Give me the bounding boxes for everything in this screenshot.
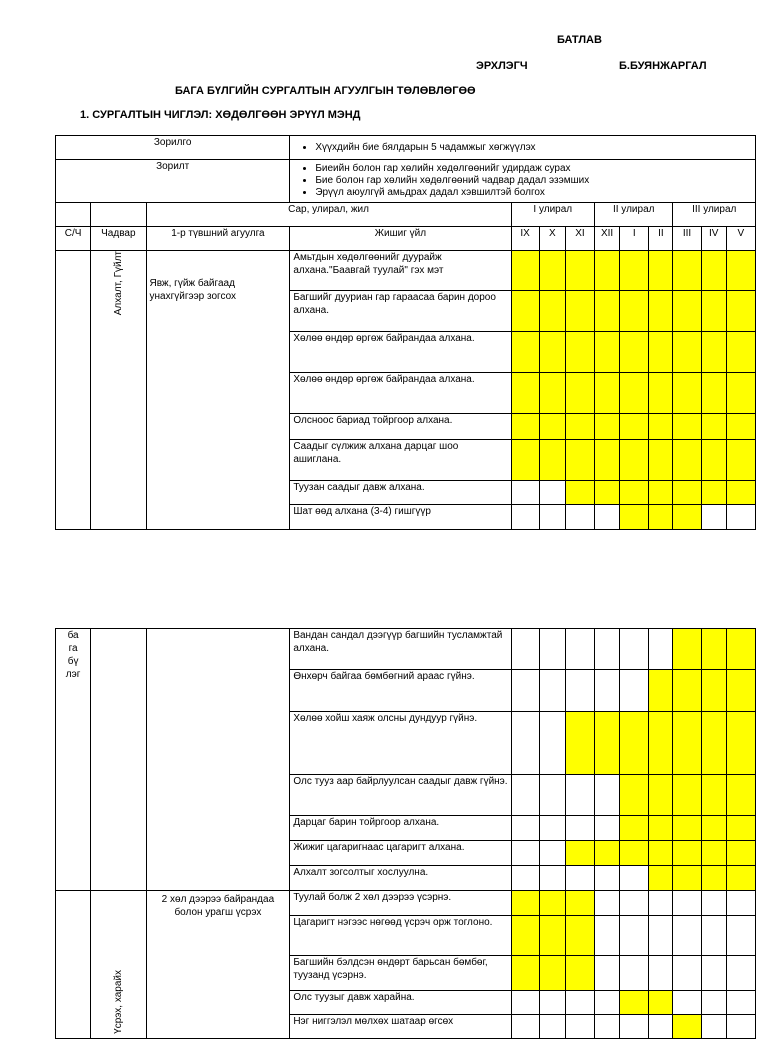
activity-text: Туузан саадыг давж алхана. (290, 481, 511, 505)
month-cell-planned (565, 291, 594, 332)
skill-cell (91, 629, 146, 891)
month-cell-empty (565, 991, 594, 1015)
blank-cell (91, 203, 146, 227)
month-cell-planned (565, 440, 594, 481)
month-cell-empty (595, 891, 620, 916)
month-cell-planned (649, 816, 673, 841)
goal-row (56, 136, 756, 160)
month-cell-empty (539, 1015, 565, 1039)
month-cell-empty (565, 775, 594, 816)
month-cell-empty (620, 916, 649, 956)
month-cell-empty (539, 866, 565, 891)
activity-text: Олсноос бариад тойргоор алхана. (290, 414, 511, 440)
month-cell-planned (595, 841, 620, 866)
month-cell-empty (620, 629, 649, 670)
month-cell-planned (701, 841, 726, 866)
month-cell-planned (565, 841, 594, 866)
month-cell-empty (565, 866, 594, 891)
month-cell-planned (673, 1015, 701, 1039)
month-cell-empty (726, 505, 755, 530)
month-cell-empty (701, 916, 726, 956)
month-cell-empty (649, 1015, 673, 1039)
activity-text: Шат өөд алхана (3-4) гишгүүр (290, 505, 511, 530)
month-cell-planned (649, 440, 673, 481)
month-cell-empty (701, 1015, 726, 1039)
month-cell-empty (539, 481, 565, 505)
month-cell-planned (511, 414, 539, 440)
month-cell-planned (595, 373, 620, 414)
month-cell-empty (649, 629, 673, 670)
month-header: III (673, 227, 701, 251)
month-header: XII (595, 227, 620, 251)
month-cell-empty (539, 816, 565, 841)
month-header: IX (511, 227, 539, 251)
month-header: IV (701, 227, 726, 251)
month-cell-empty (565, 816, 594, 841)
month-cell-planned (701, 816, 726, 841)
task-cell (290, 160, 756, 203)
month-cell-empty (649, 916, 673, 956)
activity-row (56, 891, 756, 916)
month-cell-planned (649, 775, 673, 816)
month-cell-planned (620, 816, 649, 841)
month-cell-empty (726, 916, 755, 956)
activity-text: Олс тууз аар байрлуулсан саадыг давж гүйнэ. (290, 775, 511, 816)
month-cell-planned (673, 670, 701, 712)
month-cell-empty (701, 991, 726, 1015)
skill-label: Алхалт, Гүйлт (112, 251, 124, 316)
month-cell-planned (673, 481, 701, 505)
month-cell-planned (673, 629, 701, 670)
month-cell-empty (511, 629, 539, 670)
month-cell-planned (595, 414, 620, 440)
month-cell-planned (726, 414, 755, 440)
month-cell-planned (620, 841, 649, 866)
content-cell (146, 629, 290, 891)
month-cell-planned (701, 775, 726, 816)
month-cell-empty (595, 866, 620, 891)
month-cell-empty (649, 956, 673, 991)
month-cell-empty (539, 670, 565, 712)
month-cell-planned (539, 251, 565, 291)
content-cell: Явж, гүйж байгаад унахгүйгээр зогсох (146, 251, 290, 530)
month-cell-empty (701, 505, 726, 530)
activity-text: Жижиг цагаригнаас цагаригт алхана. (290, 841, 511, 866)
activity-text: Олс туузыг давж харайна. (290, 991, 511, 1015)
month-cell-empty (565, 670, 594, 712)
activity-text: Вандан сандал дээгүүр багшийн тусламжтай алхана. (290, 629, 511, 670)
month-cell-planned (701, 440, 726, 481)
month-cell-empty (673, 991, 701, 1015)
month-cell-planned (565, 712, 594, 775)
activity-text: Амьтдын хөдөлгөөнийг дуурайж алхана."Баавгай туулай" гэх мэт (290, 251, 511, 291)
month-cell-planned (701, 866, 726, 891)
goal-label: Зорилго (56, 136, 290, 160)
month-cell-planned (673, 712, 701, 775)
month-cell-empty (673, 956, 701, 991)
month-cell-planned (595, 291, 620, 332)
month-cell-planned (620, 440, 649, 481)
month-cell-planned (701, 670, 726, 712)
month-cell-empty (595, 775, 620, 816)
month-cell-planned (701, 414, 726, 440)
month-cell-planned (539, 891, 565, 916)
activity-text: Хөлөө өндөр өргөж байрандаа алхана. (290, 332, 511, 373)
month-cell-planned (701, 332, 726, 373)
month-cell-planned (649, 332, 673, 373)
month-cell-empty (511, 816, 539, 841)
month-cell-planned (726, 816, 755, 841)
month-cell-planned (649, 251, 673, 291)
month-cell-planned (565, 414, 594, 440)
col-content: 1-р түвшний агуулга (146, 227, 290, 251)
document-title: БАГА БҮЛГИЙН СУРГАЛТЫН АГУУЛГЫН ТӨЛӨВЛӨГӨӨ (175, 85, 476, 97)
month-cell-empty (539, 841, 565, 866)
skill-cell (91, 891, 146, 1039)
month-cell-planned (565, 481, 594, 505)
month-cell-planned (701, 373, 726, 414)
month-cell-empty (595, 505, 620, 530)
month-cell-planned (726, 670, 755, 712)
month-header: II (649, 227, 673, 251)
month-cell-empty (726, 991, 755, 1015)
content-cell: 2 хөл дээрээ байрандаа болон урагш үсрэх (146, 891, 290, 1039)
month-cell-empty (595, 991, 620, 1015)
month-cell-empty (726, 891, 755, 916)
month-cell-planned (565, 332, 594, 373)
goal-cell (290, 136, 756, 160)
month-cell-planned (701, 481, 726, 505)
month-cell-planned (620, 712, 649, 775)
month-cell-planned (565, 373, 594, 414)
activity-row (56, 629, 756, 670)
month-cell-planned (539, 440, 565, 481)
month-cell-empty (539, 629, 565, 670)
period-header: Сар, улирал, жил (146, 203, 511, 227)
month-cell-empty (620, 891, 649, 916)
month-cell-empty (539, 505, 565, 530)
quarter-2: II улирал (595, 203, 673, 227)
month-cell-planned (701, 251, 726, 291)
activity-text: Багшийн бэлдсэн өндөрт барьсан бөмбөг, туузанд үсэрнэ. (290, 956, 511, 991)
activity-text: Өнхөрч байгаа бөмбөгний араас гүйнэ. (290, 670, 511, 712)
month-cell-empty (620, 956, 649, 991)
month-cell-planned (595, 251, 620, 291)
activity-text: Дарцаг барин тойргоор алхана. (290, 816, 511, 841)
quarter-1: I улирал (511, 203, 594, 227)
col-activity: Жишиг үйл (290, 227, 511, 251)
month-cell-planned (649, 712, 673, 775)
month-cell-empty (511, 841, 539, 866)
month-cell-planned (726, 775, 755, 816)
month-cell-empty (595, 1015, 620, 1039)
month-cell-planned (726, 712, 755, 775)
month-cell-planned (726, 481, 755, 505)
head-label: ЭРХЛЭГЧ (476, 60, 528, 72)
month-cell-planned (649, 373, 673, 414)
month-cell-planned (511, 251, 539, 291)
month-cell-empty (649, 891, 673, 916)
month-cell-planned (595, 332, 620, 373)
month-cell-empty (511, 866, 539, 891)
task-label: Зорилт (56, 160, 290, 203)
month-cell-empty (595, 916, 620, 956)
month-cell-empty (726, 956, 755, 991)
month-cell-planned (673, 841, 701, 866)
month-cell-planned (726, 440, 755, 481)
number-cell (56, 251, 91, 530)
month-cell-planned (539, 414, 565, 440)
month-cell-planned (726, 291, 755, 332)
month-cell-planned (565, 891, 594, 916)
month-cell-empty (511, 481, 539, 505)
month-header: V (726, 227, 755, 251)
month-cell-planned (673, 866, 701, 891)
section-title: 1. СУРГАЛТЫН ЧИГЛЭЛ: ХӨДӨЛГӨӨН ЭРҮҮЛ МЭНД (80, 109, 361, 121)
month-cell-empty (539, 712, 565, 775)
month-cell-planned (565, 251, 594, 291)
group-label-cell (56, 629, 91, 891)
month-cell-planned (726, 629, 755, 670)
month-cell-planned (649, 991, 673, 1015)
month-cell-planned (726, 332, 755, 373)
month-cell-empty (701, 956, 726, 991)
task-item: • Бие болон гар хөлийн хөдөлгөөний чадвар дадал эзэмших (315, 175, 752, 187)
curriculum-table-2 (55, 628, 756, 1039)
month-cell-planned (620, 251, 649, 291)
month-cell-planned (649, 670, 673, 712)
month-cell-planned (726, 251, 755, 291)
task-row (56, 160, 756, 203)
month-cell-empty (511, 775, 539, 816)
activity-text: Хөлөө хойш хаяж олсны дундуур гүйнэ. (290, 712, 511, 775)
activity-text: Туулай болж 2 хөл дээрээ үсэрнэ. (290, 891, 511, 916)
month-cell-planned (701, 712, 726, 775)
goal-item: • Хүүхдийн бие бялдарын 5 чадамжыг хөгжүүлэх (315, 142, 752, 154)
month-cell-planned (620, 505, 649, 530)
month-cell-planned (511, 956, 539, 991)
month-cell-empty (511, 670, 539, 712)
month-cell-planned (511, 332, 539, 373)
month-cell-empty (620, 670, 649, 712)
activity-text: Хөлөө өндөр өргөж байрандаа алхана. (290, 373, 511, 414)
month-cell-planned (673, 251, 701, 291)
month-cell-planned (673, 373, 701, 414)
month-cell-planned (701, 629, 726, 670)
col-skill: Чадвар (91, 227, 146, 251)
month-cell-planned (539, 332, 565, 373)
month-cell-empty (539, 991, 565, 1015)
month-cell-empty (701, 891, 726, 916)
month-cell-empty (511, 1015, 539, 1039)
group-label: ба га бү лэг (65, 630, 81, 680)
month-cell-planned (595, 712, 620, 775)
month-cell-empty (620, 1015, 649, 1039)
month-cell-empty (565, 629, 594, 670)
month-cell-empty (726, 1015, 755, 1039)
month-cell-planned (726, 373, 755, 414)
quarter-3: III улирал (673, 203, 756, 227)
month-cell-planned (673, 291, 701, 332)
month-cell-empty (511, 991, 539, 1015)
month-header: X (539, 227, 565, 251)
month-cell-planned (511, 440, 539, 481)
month-cell-empty (539, 775, 565, 816)
month-cell-planned (649, 505, 673, 530)
activity-row (56, 251, 756, 291)
blank-cell (56, 203, 91, 227)
month-cell-empty (595, 670, 620, 712)
month-cell-planned (595, 440, 620, 481)
head-name: Б.БУЯНЖАРГАЛ (619, 60, 707, 72)
month-cell-planned (539, 956, 565, 991)
month-cell-planned (511, 373, 539, 414)
month-cell-planned (595, 481, 620, 505)
activity-text: Нэг ниггэлэл мөлхөх шатаар өгсөх (290, 1015, 511, 1039)
month-cell-empty (565, 505, 594, 530)
month-cell-planned (539, 373, 565, 414)
period-header-row (56, 203, 756, 227)
month-cell-planned (620, 291, 649, 332)
month-cell-planned (511, 291, 539, 332)
month-cell-planned (673, 775, 701, 816)
activity-text: Цагаригт нэгээс нөгөөд үсрэч орж тоглоно. (290, 916, 511, 956)
month-cell-planned (673, 816, 701, 841)
month-cell-planned (620, 414, 649, 440)
month-cell-planned (649, 866, 673, 891)
month-cell-planned (620, 991, 649, 1015)
activity-text: Саадыг сүлжиж алхана дарцаг шоо ашиглана. (290, 440, 511, 481)
month-cell-planned (620, 481, 649, 505)
month-cell-planned (649, 291, 673, 332)
task-item: • Биеийн болон гар хөлийн хөдөлгөөнийг удирдаж сурах (315, 163, 752, 175)
skill-cell (91, 251, 146, 530)
month-cell-planned (726, 866, 755, 891)
month-cell-planned (565, 956, 594, 991)
month-cell-planned (649, 481, 673, 505)
month-cell-planned (539, 916, 565, 956)
task-item: • Эрүүл аюулгүй амьдрах дадал хэвшилтэй болгох (315, 187, 752, 199)
month-cell-empty (620, 866, 649, 891)
month-cell-empty (595, 956, 620, 991)
month-cell-empty (595, 629, 620, 670)
month-cell-planned (701, 291, 726, 332)
skill-label: Үсрэх, харайх (112, 970, 124, 1034)
month-cell-planned (565, 916, 594, 956)
column-header-row (56, 227, 756, 251)
number-cell (56, 891, 91, 1039)
month-cell-empty (511, 712, 539, 775)
activity-text: Алхалт зогсолтыг хослуулна. (290, 866, 511, 891)
approve-heading: БАТЛАВ (557, 34, 602, 46)
month-cell-planned (620, 332, 649, 373)
month-cell-planned (620, 775, 649, 816)
month-cell-planned (539, 291, 565, 332)
month-cell-empty (565, 1015, 594, 1039)
month-cell-empty (595, 816, 620, 841)
month-cell-planned (673, 440, 701, 481)
month-cell-planned (511, 916, 539, 956)
month-cell-empty (673, 891, 701, 916)
month-cell-planned (620, 373, 649, 414)
month-header: XI (565, 227, 594, 251)
month-cell-empty (673, 916, 701, 956)
month-cell-planned (673, 332, 701, 373)
month-cell-planned (649, 414, 673, 440)
month-cell-planned (726, 841, 755, 866)
month-cell-empty (511, 505, 539, 530)
month-header: I (620, 227, 649, 251)
curriculum-table-1 (55, 135, 756, 530)
month-cell-planned (673, 505, 701, 530)
month-cell-planned (649, 841, 673, 866)
month-cell-planned (511, 891, 539, 916)
col-number: С/Ч (56, 227, 91, 251)
month-cell-planned (673, 414, 701, 440)
activity-text: Багшийг дууриан гар гараасаа барин дороо алхана. (290, 291, 511, 332)
